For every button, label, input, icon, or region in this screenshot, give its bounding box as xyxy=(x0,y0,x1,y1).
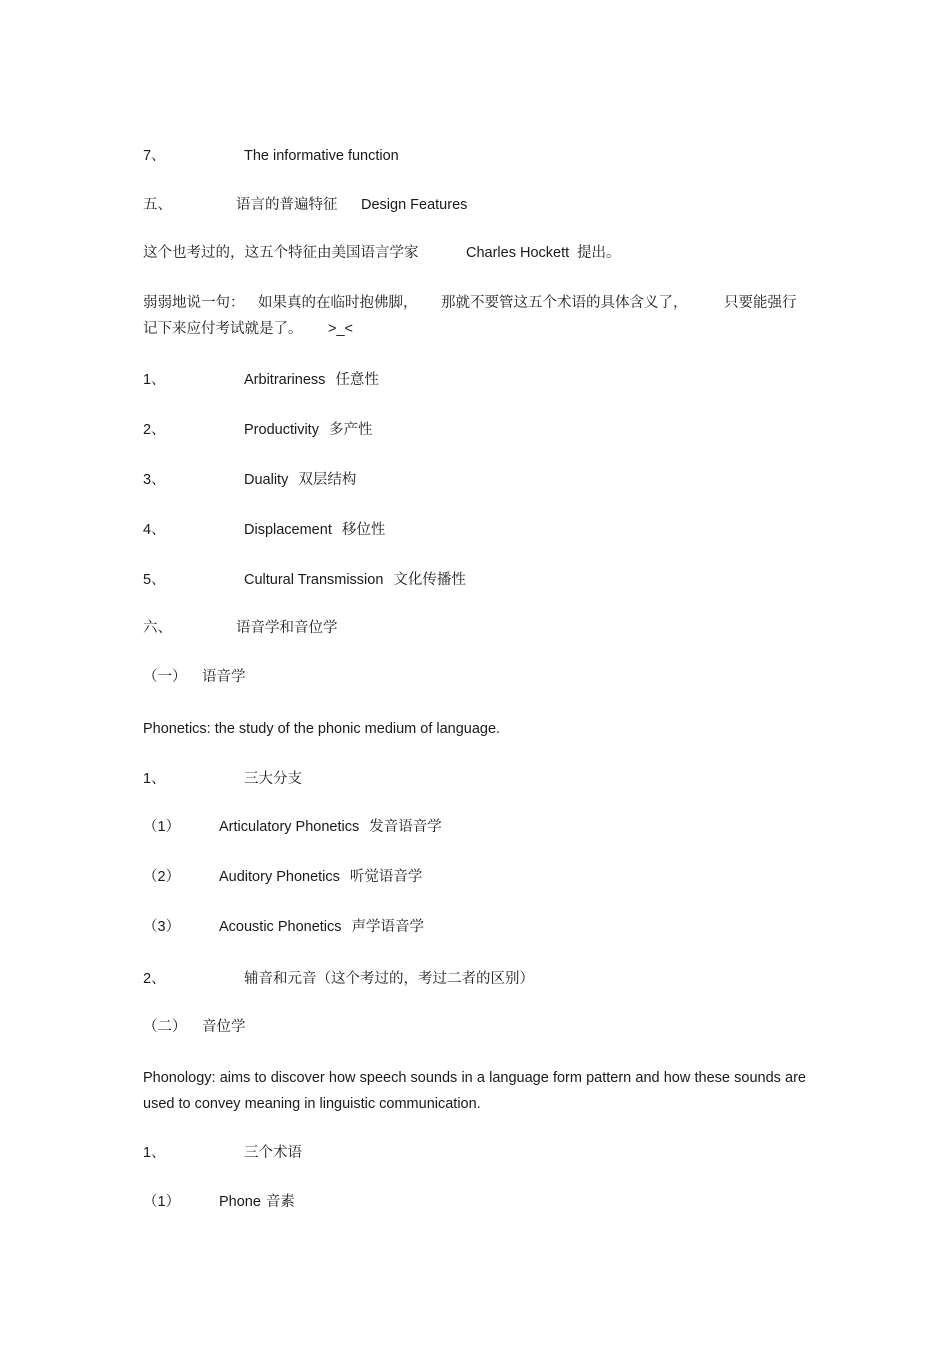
feature-item-arbitrariness: 1、 Arbitrariness 任意性 xyxy=(143,372,379,388)
branch-item-articulatory: （1） Articulatory Phonetics 发音语音学 xyxy=(143,819,442,835)
list-item-three-branches: 1、 三大分支 xyxy=(143,771,302,787)
phonetics-definition: Phonetics: the study of the phonic medium of language. xyxy=(143,721,501,737)
subsection-heading-phonetics: （一） 语音学 xyxy=(143,669,246,685)
note-paragraph-line-1: 弱弱地说一句： 如果真的在临时抱佛脚， 那就不要管这五个术语的具体含义了， 只要能强行 xyxy=(143,295,797,311)
section-heading-design-features: 五、 语言的普遍特征 Design Features xyxy=(143,197,468,213)
intro-paragraph: 这个也考过的，这五个特征由美国语言学家 Charles Hockett 提出。 xyxy=(143,245,621,261)
note-paragraph-line-2: 记下来应付考试就是了。 >_< xyxy=(143,321,353,337)
subsection-heading-phonology: （二） 音位学 xyxy=(143,1019,246,1035)
list-item-consonants-vowels: 2、 辅音和元音（这个考过的，考过二者的区别） xyxy=(143,971,534,987)
feature-item-productivity: 2、 Productivity 多产性 xyxy=(143,422,373,438)
feature-item-cultural-transmission: 5、 Cultural Transmission 文化传播性 xyxy=(143,572,466,588)
branch-item-auditory: （2） Auditory Phonetics 听觉语音学 xyxy=(143,869,423,885)
branch-item-acoustic: （3） Acoustic Phonetics 声学语音学 xyxy=(143,919,425,935)
term-item-phone: （1） Phone 音素 xyxy=(143,1194,295,1210)
phonology-definition: Phonology: aims to discover how speech sounds in a language form pattern and how these sounds are used to convey meaning in linguistic communication. xyxy=(143,1070,806,1112)
list-item-three-terms: 1、 三个术语 xyxy=(143,1145,302,1161)
section-heading-phonetics-phonology: 六、 语音学和音位学 xyxy=(143,620,338,636)
feature-item-duality: 3、 Duality 双层结构 xyxy=(143,472,357,488)
list-item-informative-function: 7、 The informative function xyxy=(143,148,399,164)
feature-item-displacement: 4、 Displacement 移位性 xyxy=(143,522,386,538)
